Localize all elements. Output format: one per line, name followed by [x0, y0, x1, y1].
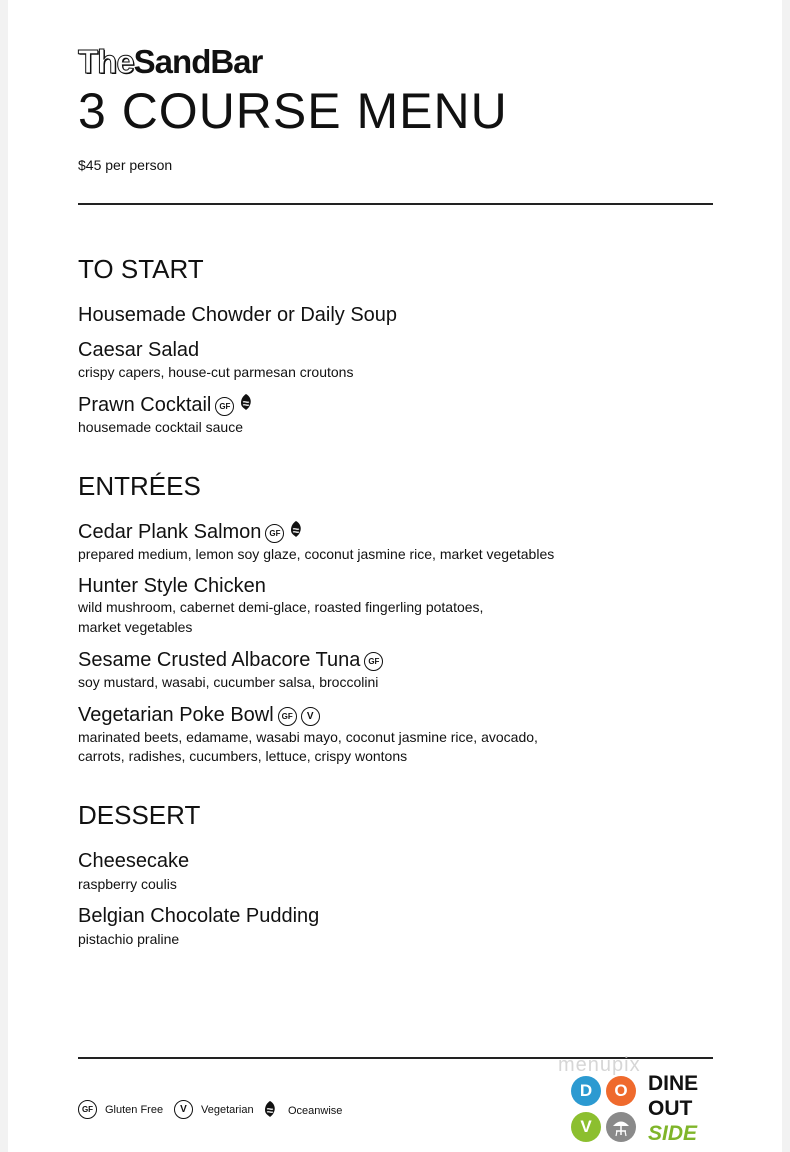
- vegetarian-icon: V: [301, 707, 320, 726]
- section-heading-start: TO START: [78, 254, 204, 284]
- menu-item-chowder: Housemade Chowder or Daily Soup: [78, 304, 398, 326]
- menu-item-caesar-salad: Caesar Salad: [78, 339, 200, 361]
- logo-word-side: SIDE: [648, 1122, 698, 1145]
- price-per-person: $45 per person: [78, 157, 173, 173]
- watermark: menupix: [558, 1054, 641, 1076]
- logo-v-circle: V: [571, 1112, 601, 1142]
- section-heading-dessert: DESSERT: [78, 800, 201, 830]
- item-desc-hunter-style-chicken-line2: market vegetables: [78, 619, 193, 635]
- menu-item-hunter-style-chicken: Hunter Style Chicken: [78, 575, 266, 597]
- top-divider: [78, 203, 713, 205]
- menu-item-vegetarian-poke-bowl: Vegetarian Poke Bowl GF V: [78, 702, 320, 728]
- menu-item-albacore-tuna: Sesame Crusted Albacore Tuna GF: [78, 647, 383, 673]
- gluten-free-icon: GF: [278, 707, 297, 726]
- section-heading-entrees: ENTRÉES: [78, 471, 201, 501]
- menu-item-cheesecake: Cheesecake: [78, 850, 190, 872]
- legend-gluten-free: GF Gluten Free: [78, 1100, 163, 1119]
- item-desc-poke-bowl-line1: marinated beets, edamame, wasabi mayo, coconut jasmine rice, avocado,: [78, 729, 538, 745]
- oceanwise-icon: [238, 392, 254, 418]
- item-desc-hunter-style-chicken-line1: wild mushroom, cabernet demi-glace, roasted fingerling potatoes,: [78, 599, 484, 615]
- item-desc-albacore-tuna: soy mustard, wasabi, cucumber salsa, broccolini: [78, 674, 379, 690]
- menu-item-cedar-plank-salmon: Cedar Plank Salmon GF: [78, 519, 304, 545]
- item-desc-prawn-cocktail: housemade cocktail sauce: [78, 419, 243, 435]
- logo-word-out: OUT: [648, 1097, 693, 1120]
- gluten-free-icon: GF: [364, 652, 383, 671]
- menu-item-chocolate-pudding: Belgian Chocolate Pudding: [78, 905, 320, 927]
- logo-o-circle: O: [606, 1076, 636, 1106]
- gluten-free-icon: GF: [265, 524, 284, 543]
- oceanwise-icon: [262, 1100, 278, 1121]
- logo-d-circle: D: [571, 1076, 601, 1106]
- gluten-free-icon: GF: [215, 397, 234, 416]
- item-desc-chocolate-pudding: pistachio praline: [78, 931, 180, 947]
- gluten-free-icon: GF: [78, 1100, 97, 1119]
- patio-umbrella-icon: [606, 1112, 636, 1142]
- legend-vegetarian: V Vegetarian: [174, 1100, 254, 1119]
- item-desc-cedar-plank-salmon: prepared medium, lemon soy glaze, coconut jasmine rice, market vegetables: [78, 546, 555, 562]
- brand-logo: TheSandBar: [78, 43, 263, 80]
- logo-word-dine: DINE: [648, 1072, 699, 1095]
- menu-item-prawn-cocktail: Prawn Cocktail GF: [78, 392, 254, 418]
- item-desc-cheesecake: raspberry coulis: [78, 876, 177, 892]
- legend-oceanwise: Oceanwise: [262, 1100, 342, 1121]
- vegetarian-icon: V: [174, 1100, 193, 1119]
- item-desc-poke-bowl-line2: carrots, radishes, cucumbers, lettuce, crispy wontons: [78, 748, 408, 764]
- item-desc-caesar-salad: crispy capers, house-cut parmesan croutons: [78, 364, 354, 380]
- menu-sheet: [8, 0, 782, 1152]
- page-title: 3 COURSE MENU: [78, 83, 508, 139]
- oceanwise-icon: [288, 519, 304, 545]
